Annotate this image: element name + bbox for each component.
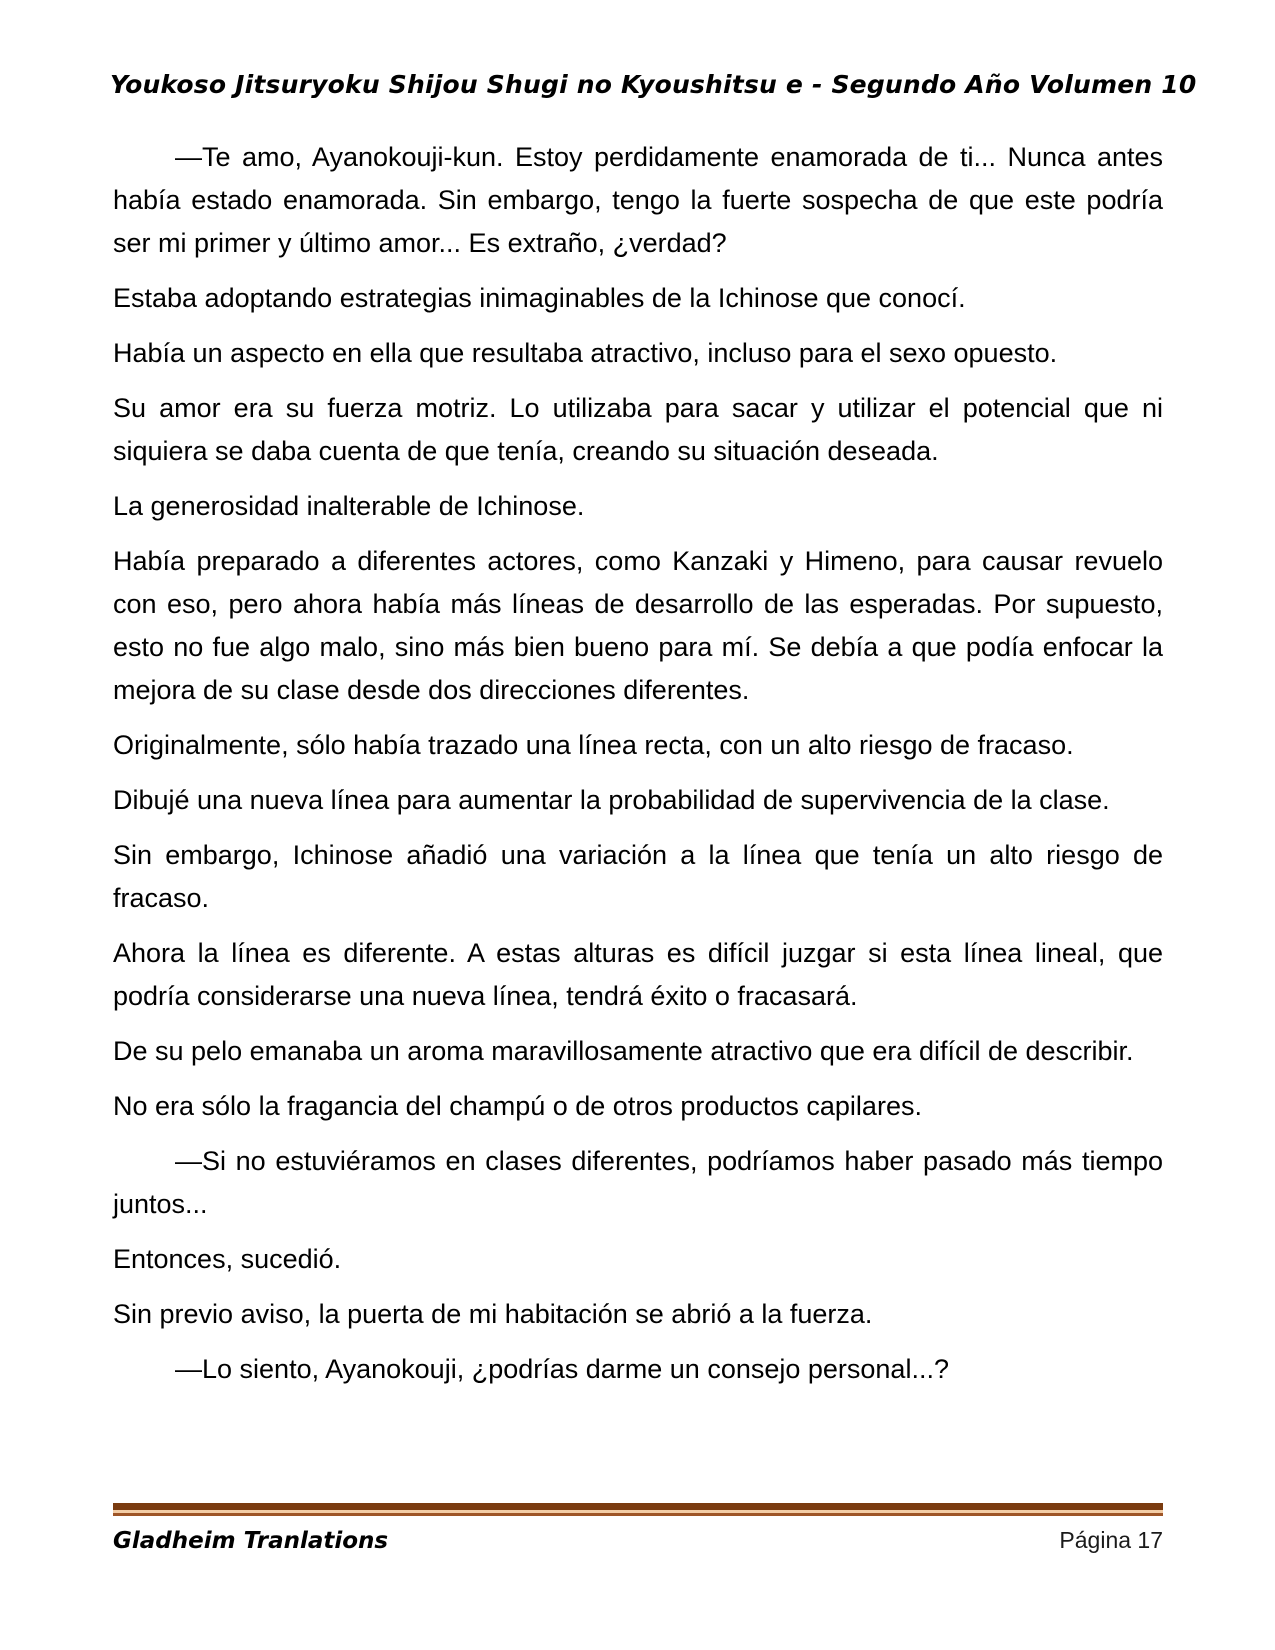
footer-rule-thin-bar [113, 1513, 1163, 1516]
paragraph-dialogue: —Lo siento, Ayanokouji, ¿podrías darme un consejo personal...? [175, 1354, 949, 1384]
footer-rule [113, 1503, 1163, 1516]
paragraph: Sin previo aviso, la puerta de mi habitación se abrió a la fuerza. [113, 1299, 873, 1329]
paragraph: Ahora la línea es diferente. A estas alturas es difícil juzgar si esta línea lineal, que podría considerarse una nueva línea, tendrá éxito o fracasará. [113, 938, 1163, 1011]
paragraph: Había un aspecto en ella que resultaba atractivo, incluso para el sexo opuesto. [113, 338, 1058, 368]
footer-rule-thick-bar [113, 1503, 1163, 1510]
paragraph-dialogue: —Te amo, Ayanokouji-kun. Estoy perdidamente enamorada de ti... Nunca antes había estado enamorada. Sin embargo, tengo la fuerte sospecha de que este podría ser mi primer y último amor... Es extraño, ¿verdad? [113, 142, 1163, 258]
paragraph: Originalmente, sólo había trazado una línea recta, con un alto riesgo de fracaso. [113, 730, 1074, 760]
paragraph: Su amor era su fuerza motriz. Lo utilizaba para sacar y utilizar el potencial que ni siquiera se daba cuenta de que tenía, creando su situación deseada. [113, 393, 1163, 466]
paragraph: No era sólo la fragancia del champú o de otros productos capilares. [113, 1091, 922, 1121]
page-number: Página 17 [1059, 1527, 1163, 1553]
paragraph: Había preparado a diferentes actores, como Kanzaki y Himeno, para causar revuelo con eso, pero ahora había más líneas de desarrollo de las esperadas. Por supuesto, esto no fue algo malo, sino más bien bueno para mí. Se debía a que podía enfocar la mejora de su clase desde dos direcciones diferentes. [113, 546, 1163, 705]
paragraph: Dibujé una nueva línea para aumentar la probabilidad de supervivencia de la clase. [113, 785, 1110, 815]
paragraph-dialogue: —Si no estuviéramos en clases diferentes, podríamos haber pasado más tiempo juntos... [113, 1146, 1163, 1219]
page-footer [113, 1503, 1163, 1554]
paragraph: Entonces, sucedió. [113, 1244, 342, 1274]
footer-row [113, 1527, 1163, 1554]
paragraph: Estaba adoptando estrategias inimaginables de la Ichinose que conocí. [113, 283, 966, 313]
document-body [113, 136, 1163, 1403]
volume-title: Youkoso Jitsuryoku Shijou Shugi no Kyoushitsu e - Segundo Año Volumen 10 [110, 70, 1197, 99]
translator-credit: Gladheim Tranlations [113, 1528, 389, 1554]
paragraph: La generosidad inalterable de Ichinose. [113, 491, 585, 521]
page-header [110, 70, 1197, 99]
paragraph: De su pelo emanaba un aroma maravillosamente atractivo que era difícil de describir. [113, 1036, 1134, 1066]
paragraph: Sin embargo, Ichinose añadió una variación a la línea que tenía un alto riesgo de fracaso. [113, 840, 1163, 913]
